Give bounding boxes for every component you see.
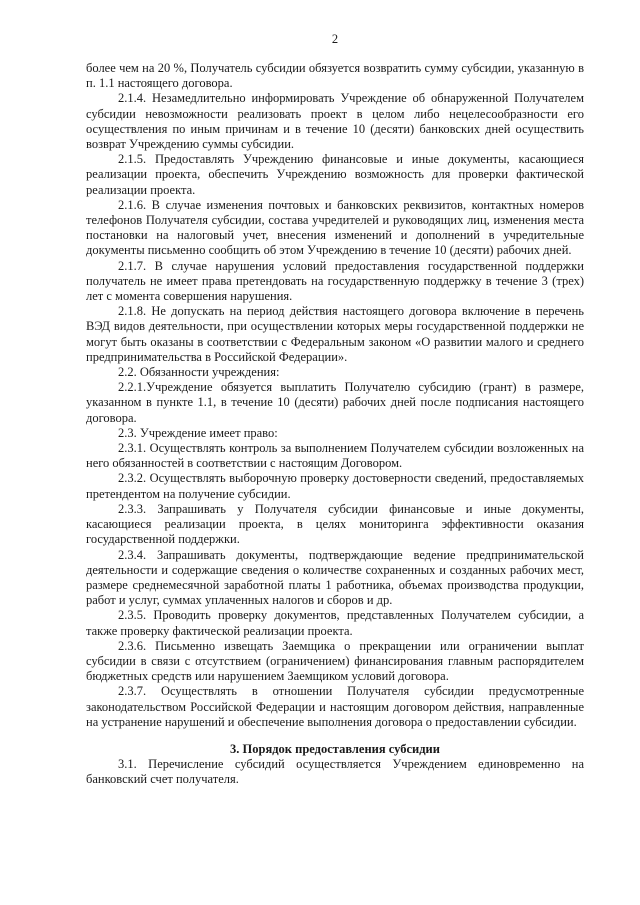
paragraph: 2.3.2. Осуществлять выборочную проверку достоверности сведений, предоставляемых претендентом на получение субсидии.	[86, 471, 584, 501]
paragraph: 2.1.5. Предоставлять Учреждению финансовые и иные документы, касающиеся реализации проекта, обеспечить Учреждению возможность для проверки фактической реализации проекта.	[86, 152, 584, 197]
paragraph: 2.1.8. Не допускать на период действия настоящего договора включение в перечень ВЭД видов деятельности, при осуществлении которых меры государственной поддержки не могут быть оказаны в соответствии с Федеральным законом «О развитии малого и среднего предпринимательства в Российской Федерации».	[86, 304, 584, 364]
paragraph: 2.2.1.Учреждение обязуется выплатить Получателю субсидию (грант) в размере, указанном в пункте 1.1, в течение 10 (десяти) рабочих дней после подписания настоящего договора.	[86, 380, 584, 425]
section-3-body	[86, 757, 584, 787]
paragraph: 2.1.6. В случае изменения почтовых и банковских реквизитов, контактных номеров телефонов Получателя субсидии, состава учредителей и руководящих лиц, изменения места постановки на налоговый учет, внесения изменений и дополнений в учредительные документы письменно сообщить об этом Учреждению в течение 10 (десяти) рабочих дней.	[86, 197, 584, 258]
paragraph: 2.3.5. Проводить проверку документов, представленных Получателем субсидии, а также проверку фактической реализации проекта.	[86, 608, 584, 638]
section-3-heading: 3. Порядок предоставления субсидии	[230, 741, 440, 756]
paragraph: 2.3. Учреждение имеет право:	[118, 425, 278, 440]
paragraph: 2.3.3. Запрашивать у Получателя субсидии финансовые и иные документы, касающиеся реализации проекта, в целях мониторинга эффективности оказания государственной поддержки.	[86, 501, 584, 547]
paragraph: 2.1.7. В случае нарушения условий предоставления государственной поддержки получатель не имеет права претендовать на государственную поддержку в течение 3 (трех) лет с момента совершения нарушения.	[86, 258, 584, 304]
page-number: 2	[331, 32, 339, 46]
paragraph: 2.2. Обязанности учреждения:	[118, 365, 280, 380]
paragraph: 2.3.1. Осуществлять контроль за выполнением Получателем субсидии возложенных на него обязанностей в соответствии с настоящим Договором.	[86, 441, 584, 471]
paragraph: 2.3.7. Осуществлять в отношении Получателя субсидии предусмотренные законодательством Российской Федерации и настоящим договором действия, направленные на устранение нарушений и обеспечение выполнения договора о предоставлении субсидии.	[86, 684, 584, 729]
section-2-body	[86, 61, 584, 730]
paragraph: 3.1. Перечисление субсидий осуществляется Учреждением единовременно на банковский счет получателя.	[86, 757, 584, 787]
paragraph: более чем на 20 %, Получатель субсидии обязуется возвратить сумму субсидии, указанную в п. 1.1 настоящего договора.	[86, 61, 584, 91]
paragraph: 2.3.4. Запрашивать документы, подтверждающие ведение предпринимательской деятельности и содержащие сведения о количестве сохраненных и созданных рабочих мест, размере среднемесячной заработной платы 1 работника, объемах производства продукции, работ и услуг, суммах уплаченных налогов и сборов и др.	[86, 547, 584, 608]
paragraph: 2.1.4. Незамедлительно информировать Учреждение об обнаруженной Получателем субсидии невозможности реализовать проект в целом либо нецелесообразности его осуществления по иным причинам и в течение 10 (десяти) банковских дней осуществить возврат Учреждению суммы субсидии.	[86, 91, 584, 152]
paragraph: 2.3.6. Письменно извещать Заемщика о прекращении или ограничении выплат субсидии в связи с отсутствием (ограничением) финансирования главным распорядителем бюджетных средств или нарушением Заемщиком условий договора.	[86, 638, 584, 684]
